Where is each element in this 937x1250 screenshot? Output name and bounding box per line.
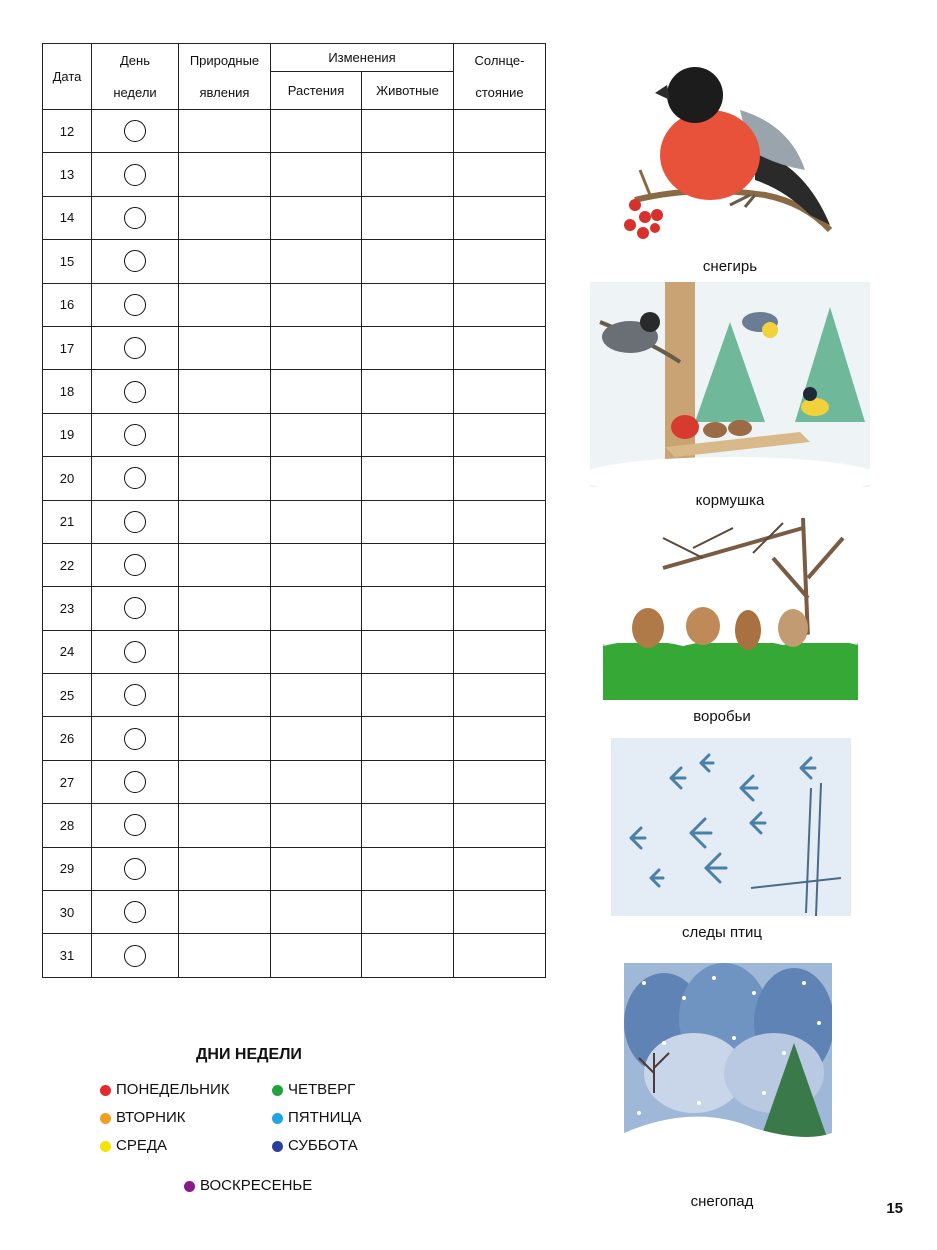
table-row — [43, 587, 546, 630]
weekday-circle[interactable] — [124, 337, 146, 359]
weekday-cell — [92, 153, 179, 196]
plants-cell[interactable] — [271, 153, 362, 196]
weekday-cell — [92, 674, 179, 717]
phenomena-cell[interactable] — [179, 891, 271, 934]
sparrows-illustration — [603, 518, 858, 700]
weekday-cell — [92, 240, 179, 283]
weekday-circle[interactable] — [124, 945, 146, 967]
plants-cell[interactable] — [271, 500, 362, 543]
date-cell: 18 — [43, 370, 92, 413]
phenomena-cell[interactable] — [179, 283, 271, 326]
solstice-cell[interactable] — [454, 847, 546, 890]
plants-cell[interactable] — [271, 413, 362, 456]
weekday-cell — [92, 804, 179, 847]
legend-wednesday: СРЕДА — [100, 1137, 167, 1155]
phenomena-cell[interactable] — [179, 326, 271, 369]
plants-cell[interactable] — [271, 543, 362, 586]
tuesday-color-dot — [100, 1113, 111, 1124]
phenomena-cell[interactable] — [179, 674, 271, 717]
solstice-cell[interactable] — [454, 630, 546, 673]
legend-thursday: ЧЕТВЕРГ — [272, 1081, 355, 1099]
plants-cell[interactable] — [271, 110, 362, 153]
table-row — [43, 110, 546, 153]
table-row — [43, 240, 546, 283]
table-row — [43, 847, 546, 890]
solstice-cell[interactable] — [454, 457, 546, 500]
weekday-circle[interactable] — [124, 467, 146, 489]
weekday-circle[interactable] — [124, 120, 146, 142]
solstice-cell[interactable] — [454, 891, 546, 934]
phenomena-cell[interactable] — [179, 630, 271, 673]
animals-cell[interactable] — [362, 283, 454, 326]
weekday-cell — [92, 847, 179, 890]
friday-color-dot — [272, 1113, 283, 1124]
weekday-cell — [92, 543, 179, 586]
bullfinch-illustration — [615, 55, 845, 245]
animals-cell[interactable] — [362, 326, 454, 369]
solstice-cell[interactable] — [454, 500, 546, 543]
solstice-cell[interactable] — [454, 283, 546, 326]
animals-cell[interactable] — [362, 413, 454, 456]
snowfall-illustration — [624, 963, 832, 1181]
phenomena-cell[interactable] — [179, 543, 271, 586]
weekday-cell — [92, 110, 179, 153]
phenomena-cell[interactable] — [179, 587, 271, 630]
solstice-cell[interactable] — [454, 543, 546, 586]
table-row — [43, 413, 546, 456]
legend-saturday: СУББОТА — [272, 1137, 358, 1155]
date-cell: 29 — [43, 847, 92, 890]
animals-cell[interactable] — [362, 196, 454, 239]
caption-snowfall: снегопад — [690, 1193, 754, 1210]
animals-cell[interactable] — [362, 240, 454, 283]
phenomena-cell[interactable] — [179, 153, 271, 196]
phenomena-cell[interactable] — [179, 847, 271, 890]
caption-bullfinch: снегирь — [702, 258, 758, 275]
phenomena-cell[interactable] — [179, 370, 271, 413]
legend-sunday: ВОСКРЕСЕНЬЕ — [184, 1177, 312, 1195]
table-row — [43, 891, 546, 934]
weekday-circle[interactable] — [124, 597, 146, 619]
phenomena-cell[interactable] — [179, 413, 271, 456]
solstice-cell[interactable] — [454, 717, 546, 760]
monday-color-dot — [100, 1085, 111, 1096]
table-row — [43, 283, 546, 326]
animals-cell[interactable] — [362, 630, 454, 673]
plants-cell[interactable] — [271, 326, 362, 369]
solstice-cell[interactable] — [454, 674, 546, 717]
table-row — [43, 326, 546, 369]
animals-cell[interactable] — [362, 110, 454, 153]
phenomena-cell[interactable] — [179, 110, 271, 153]
table-row — [43, 760, 546, 803]
date-cell: 19 — [43, 413, 92, 456]
weekday-circle[interactable] — [124, 814, 146, 836]
plants-cell[interactable] — [271, 370, 362, 413]
legend-title: ДНИ НЕДЕЛИ — [196, 1046, 302, 1063]
bird-tracks-illustration — [611, 738, 851, 916]
date-cell: 31 — [43, 934, 92, 977]
solstice-cell[interactable] — [454, 413, 546, 456]
solstice-cell[interactable] — [454, 110, 546, 153]
animals-cell[interactable] — [362, 500, 454, 543]
animals-cell[interactable] — [362, 847, 454, 890]
animals-cell[interactable] — [362, 891, 454, 934]
header-date: Дата — [43, 44, 92, 110]
weekday-cell — [92, 413, 179, 456]
table-row — [43, 804, 546, 847]
animals-cell[interactable] — [362, 674, 454, 717]
phenomena-cell[interactable] — [179, 804, 271, 847]
plants-cell[interactable] — [271, 630, 362, 673]
phenomena-cell[interactable] — [179, 500, 271, 543]
animals-cell[interactable] — [362, 760, 454, 803]
weekday-circle[interactable] — [124, 901, 146, 923]
date-cell: 15 — [43, 240, 92, 283]
plants-cell[interactable] — [271, 760, 362, 803]
legend-friday: ПЯТНИЦА — [272, 1109, 362, 1127]
weekday-circle[interactable] — [124, 771, 146, 793]
header-phenomena: Природные явления — [179, 44, 271, 110]
weekday-circle[interactable] — [124, 858, 146, 880]
weekday-cell — [92, 587, 179, 630]
date-cell: 17 — [43, 326, 92, 369]
header-weekday: День недели — [92, 44, 179, 110]
plants-cell[interactable] — [271, 804, 362, 847]
animals-cell[interactable] — [362, 457, 454, 500]
caption-sparrows: воробьи — [693, 708, 751, 725]
weekday-circle[interactable] — [124, 250, 146, 272]
date-cell: 25 — [43, 674, 92, 717]
table-row — [43, 630, 546, 673]
plants-cell[interactable] — [271, 283, 362, 326]
weekday-circle[interactable] — [124, 554, 146, 576]
wednesday-color-dot — [100, 1141, 111, 1152]
solstice-cell[interactable] — [454, 196, 546, 239]
phenomena-cell[interactable] — [179, 934, 271, 977]
weekday-circle[interactable] — [124, 641, 146, 663]
animals-cell[interactable] — [362, 934, 454, 977]
table-row — [43, 543, 546, 586]
weekday-cell — [92, 196, 179, 239]
date-cell: 23 — [43, 587, 92, 630]
date-cell: 27 — [43, 760, 92, 803]
animals-cell[interactable] — [362, 153, 454, 196]
weekday-cell — [92, 760, 179, 803]
animals-cell[interactable] — [362, 804, 454, 847]
date-cell: 14 — [43, 196, 92, 239]
date-cell: 12 — [43, 110, 92, 153]
animals-cell[interactable] — [362, 587, 454, 630]
date-cell: 21 — [43, 500, 92, 543]
plants-cell[interactable] — [271, 891, 362, 934]
weekday-cell — [92, 717, 179, 760]
plants-cell[interactable] — [271, 587, 362, 630]
weekday-cell — [92, 891, 179, 934]
weekday-circle[interactable] — [124, 164, 146, 186]
plants-cell[interactable] — [271, 457, 362, 500]
table-row — [43, 457, 546, 500]
weekday-circle[interactable] — [124, 511, 146, 533]
plants-cell[interactable] — [271, 847, 362, 890]
header-solstice: Солнце- стояние — [454, 44, 546, 110]
weekday-circle[interactable] — [124, 728, 146, 750]
header-changes: Изменения — [271, 44, 454, 72]
saturday-color-dot — [272, 1141, 283, 1152]
date-cell: 22 — [43, 543, 92, 586]
solstice-cell[interactable] — [454, 804, 546, 847]
phenomena-cell[interactable] — [179, 196, 271, 239]
plants-cell[interactable] — [271, 196, 362, 239]
sunday-color-dot — [184, 1181, 195, 1192]
weekday-cell — [92, 934, 179, 977]
observation-table — [42, 43, 546, 978]
phenomena-cell[interactable] — [179, 760, 271, 803]
weekday-cell — [92, 457, 179, 500]
solstice-cell[interactable] — [454, 934, 546, 977]
weekday-circle[interactable] — [124, 294, 146, 316]
solstice-cell[interactable] — [454, 370, 546, 413]
weekday-cell — [92, 630, 179, 673]
solstice-cell[interactable] — [454, 153, 546, 196]
thursday-color-dot — [272, 1085, 283, 1096]
date-cell: 13 — [43, 153, 92, 196]
weekday-cell — [92, 370, 179, 413]
phenomena-cell[interactable] — [179, 457, 271, 500]
date-cell: 26 — [43, 717, 92, 760]
weekday-circle[interactable] — [124, 424, 146, 446]
weekday-circle[interactable] — [124, 684, 146, 706]
table-row — [43, 153, 546, 196]
weekday-circle[interactable] — [124, 381, 146, 403]
solstice-cell[interactable] — [454, 587, 546, 630]
table-body — [43, 110, 546, 978]
plants-cell[interactable] — [271, 240, 362, 283]
weekday-cell — [92, 500, 179, 543]
table-row — [43, 196, 546, 239]
solstice-cell[interactable] — [454, 326, 546, 369]
date-cell: 20 — [43, 457, 92, 500]
header-plants: Растения — [271, 72, 362, 110]
table-row — [43, 500, 546, 543]
date-cell: 16 — [43, 283, 92, 326]
table-row — [43, 934, 546, 977]
date-cell: 30 — [43, 891, 92, 934]
plants-cell[interactable] — [271, 674, 362, 717]
legend-monday: ПОНЕДЕЛЬНИК — [100, 1081, 230, 1099]
animals-cell[interactable] — [362, 370, 454, 413]
table-row — [43, 674, 546, 717]
animals-cell[interactable] — [362, 543, 454, 586]
phenomena-cell[interactable] — [179, 717, 271, 760]
weekday-cell — [92, 283, 179, 326]
date-cell: 24 — [43, 630, 92, 673]
solstice-cell[interactable] — [454, 760, 546, 803]
animals-cell[interactable] — [362, 717, 454, 760]
table-row — [43, 370, 546, 413]
caption-feeder: кормушка — [695, 492, 765, 509]
feeder-illustration — [590, 282, 870, 487]
phenomena-cell[interactable] — [179, 240, 271, 283]
table-row — [43, 717, 546, 760]
header-animals: Животные — [362, 72, 454, 110]
page-number: 15 — [886, 1200, 903, 1217]
caption-tracks: следы птиц — [682, 924, 762, 941]
legend-tuesday: ВТОРНИК — [100, 1109, 186, 1127]
weekday-cell — [92, 326, 179, 369]
weekday-circle[interactable] — [124, 207, 146, 229]
solstice-cell[interactable] — [454, 240, 546, 283]
plants-cell[interactable] — [271, 717, 362, 760]
plants-cell[interactable] — [271, 934, 362, 977]
date-cell: 28 — [43, 804, 92, 847]
